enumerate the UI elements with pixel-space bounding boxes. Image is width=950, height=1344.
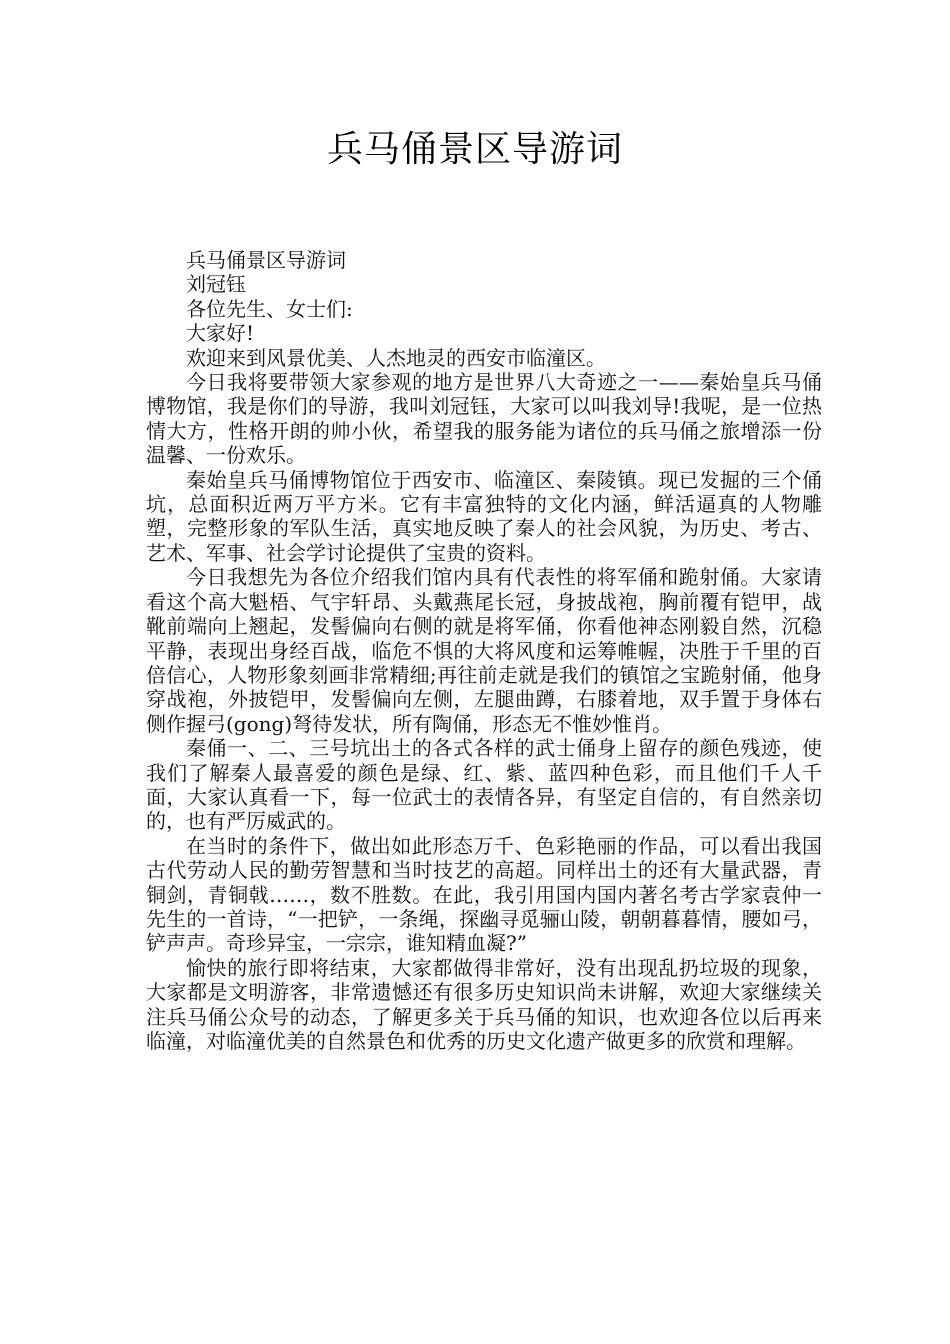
document-body [146,248,822,1053]
paragraph-colors: 秦俑一、二、三号坑出土的各式各样的武士俑身上留存的颜色残迹，使我们了解秦人最喜爱的颜色是绿、红、紫、蓝四种色彩，而且他们千人千面，大家认真看一下，每一位武士的表情各异，有坚定自信的，有自然亲切的，也有严厉威武的。 [146,736,822,834]
paragraph-introduction: 今日我将要带领大家参观的地方是世界八大奇迹之一——秦始皇兵马俑博物馆，我是你们的导游，我叫刘冠钰，大家可以叫我刘导!我呢，是一位热情大方，性格开朗的帅小伙，希望我的服务能为诸位的兵马俑之旅增添一份温馨、一份欢乐。 [146,370,822,468]
paragraph-museum-overview: 秦始皇兵马俑博物馆位于西安市、临潼区、秦陵镇。现已发掘的三个俑坑，总面积近两万平方米。它有丰富独特的文化内涵，鲜活逼真的人物雕塑，完整形象的军队生活，真实地反映了秦人的社会风貌，为历史、考古、艺术、军事、社会学讨论提供了宝贵的资料。 [146,467,822,565]
paragraph-salutation: 各位先生、女士们: [186,296,353,321]
paragraph-closing: 愉快的旅行即将结束，大家都做得非常好，没有出现乱扔垃圾的现象，大家都是文明游客，非常遗憾还有很多历史知识尚未讲解，欢迎大家继续关注兵马俑公众号的动态，了解更多关于兵马俑的知识，也欢迎各位以后再来临潼，对临潼优美的自然景色和优秀的历史文化遗产做更多的欣赏和理解。 [146,955,822,1053]
paragraph-craftsmanship: 在当时的条件下，做出如此形态万千、色彩艳丽的作品，可以看出我国古代劳动人民的勤劳智慧和当时技艺的高超。同样出土的还有大量武器，青铜剑，青铜戟……，数不胜数。在此，我引用国内国内著名考古学家袁仲一先生的一首诗，“一把铲，一条绳，探幽寻觅骊山陵，朝朝暮暮情，腰如弓，铲声声。奇珍异宝，一宗宗，谁知精血凝?” [146,833,822,956]
paragraph-figures: 今日我想先为各位介绍我们馆内具有代表性的将军俑和跪射俑。大家请看这个高大魁梧、气宇轩昂、头戴燕尾长冠，身披战袍，胸前覆有铠甲，战靴前端向上翘起，发髻偏向右侧的就是将军俑，你看他神态刚毅自然，沉稳平静，表现出身经百战，临危不惧的大将风度和运筹帷幄，决胜于千里的百倍信心，人物形象刻画非常精细;再往前走就是我们的镇馆之宝跪射俑，他身穿战袍，外披铠甲，发髻偏向左侧，左腿曲蹲，右膝着地，双手置于身体右侧作握弓(gong)弩待发状，所有陶俑，形态无不惟妙惟肖。 [146,565,822,736]
document-title: 兵马俑景区导游词 [326,129,623,170]
paragraph-welcome: 欢迎来到风景优美、人杰地灵的西安市临潼区。 [186,345,606,370]
paragraph-author: 刘冠钰 [186,272,246,297]
paragraph-heading: 兵马俑景区导游词 [186,248,346,272]
paragraph-greeting: 大家好! [186,321,255,346]
